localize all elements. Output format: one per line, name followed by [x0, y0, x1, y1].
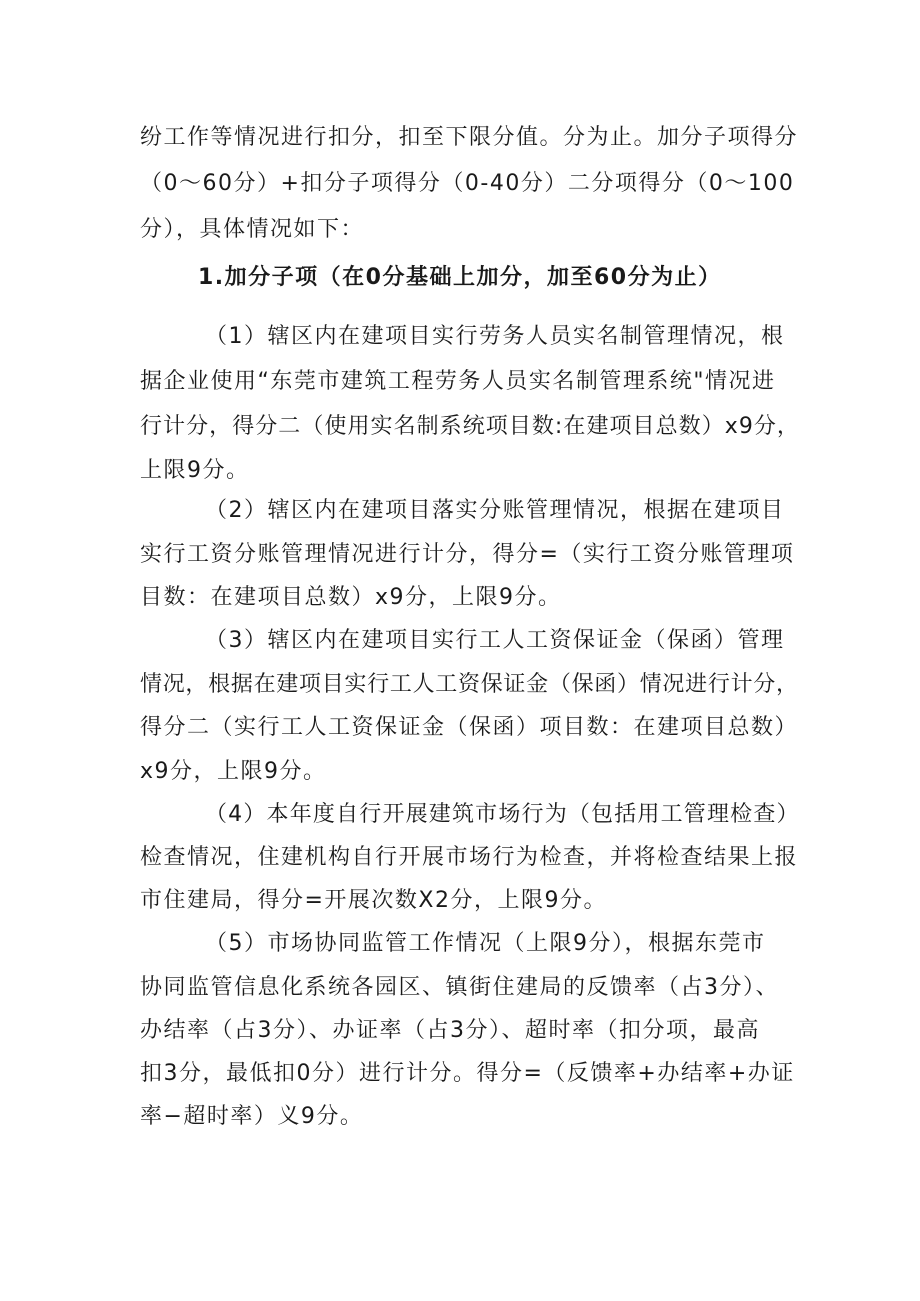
item-5-line-1: （5）市场协同监管工作情况（上限9分），根据东莞市: [205, 931, 766, 956]
paragraph-intro-line-2: （0～60分）+扣分子项得分（0-40分）二分项得分（0～100: [140, 171, 795, 196]
item-3-line-2: 情况，根据在建项目实行工人工资保证金（保函）情况进行计分，: [140, 672, 799, 697]
item-5-line-4: 扣3分，最低扣0分）进行计分。得分=（反馈率+办结率+办证: [140, 1061, 795, 1086]
section-heading: 1.加分子项（在0分基础上加分，加至60分为止）: [198, 265, 722, 290]
item-4-line-1: （4）本年度自行开展建筑市场行为（包括用工管理检查）: [205, 802, 800, 827]
item-4-line-3: 市住建局，得分=开展次数X2分，上限9分。: [140, 888, 608, 913]
item-2-line-3: 目数：在建项目总数）x9分，上限9分。: [140, 585, 562, 610]
item-1-line-2: 据企业使用“东莞市建筑工程劳务人员实名制管理系统"情况进: [140, 369, 776, 394]
item-5-line-5: 率−超时率）义9分。: [140, 1104, 364, 1129]
item-1-line-1: （1）辖区内在建项目实行劳务人员实名制管理情况，根: [205, 324, 785, 349]
item-3-line-1: （3）辖区内在建项目实行工人工资保证金（保函）管理: [205, 628, 785, 653]
paragraph-intro-line-1: 纷工作等情况进行扣分，扣至下限分值。分为止。加分子项得分: [140, 125, 799, 150]
item-5-line-2: 协同监管信息化系统各园区、镇街住建局的反馈率（占3分）、: [140, 975, 779, 1000]
item-2-line-1: （2）辖区内在建项目落实分账管理情况，根据在建项目: [205, 498, 785, 523]
item-1-line-4: 上限9分。: [140, 458, 250, 483]
item-1-line-3: 行计分，得分二（使用实名制系统项目数:在建项目总数）x9分，: [140, 414, 800, 439]
item-5-line-3: 办结率（占3分）、办证率（占3分）、超时率（扣分项，最高: [140, 1018, 760, 1043]
item-3-line-3: 得分二（实行工人工资保证金（保函）项目数：在建项目总数）: [140, 715, 799, 740]
item-4-line-2: 检查情况，住建机构自行开展市场行为检查，并将检查结果上报: [140, 845, 799, 870]
item-2-line-2: 实行工资分账管理情况进行计分，得分=（实行工资分账管理项: [140, 542, 795, 567]
paragraph-intro-line-3: 分），具体情况如下：: [140, 217, 365, 242]
item-3-line-4: x9分，上限9分。: [140, 759, 327, 784]
